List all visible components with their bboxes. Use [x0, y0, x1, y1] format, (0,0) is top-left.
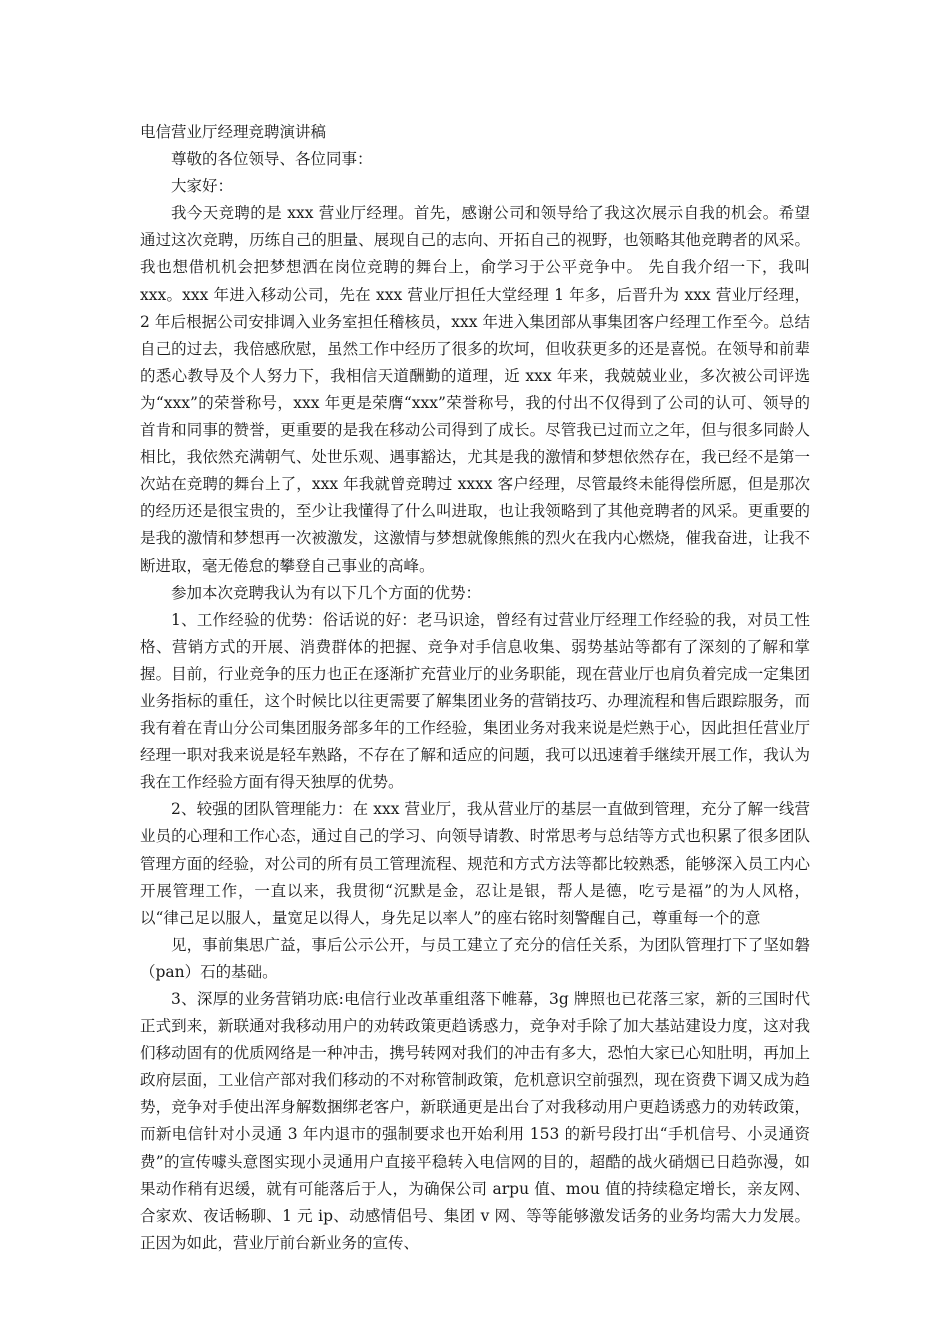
document-body	[140, 119, 810, 1257]
salutation: 尊敬的各位领导、各位同事：	[171, 150, 373, 169]
greeting: 大家好：	[171, 177, 234, 196]
paragraph-advantages-lead: 参加本次竞聘我认为有以下几个方面的优势：	[171, 583, 482, 602]
document-title: 电信营业厅经理竞聘演讲稿	[140, 123, 327, 141]
paragraph-intro: 我今天竞聘的是 xxx 营业厅经理。首先，感谢公司和领导给了我这次展示自我的机会。希望通过这次竞聘，历练自己的胆量、展现自己的志向、开拓自己的视野，也领略其他竞聘者的风采。我也想借机机会把梦想洒在岗位竞聘的舞台上，俞学习于公平竞争中。 先自我介绍一下，我叫 xxx。xxx 年进入移动公司，先在 xxx 营业厅担任大堂经理 1 年多，后晋升为 xxx 营业厅经理，2 年后根据公司安排调入业务室担任稽核员，xxx 年进入集团部从事集团客户经理工作至今。总结自己的过去，我倍感欣慰，虽然工作中经历了很多的坎坷，但收获更多的还是喜悦。在领导和前辈的悉心教导及个人努力下，我相信天道酬勤的道理，近 xxx 年来，我兢兢业业，多次被公司评选为“xxx”的荣誉称号，xxx 年更是荣膺“xxx”荣誉称号，我的付出不仅得到了公司的认可、领导的首肯和同事的赞誉，更重要的是我在移动公司得到了成长。尽管我已过而立之年，但与很多同龄人相比，我依然充满朝气、处世乐观、遇事豁达，尤其是我的激情和梦想依然存在，我已经不是第一次站在竞聘的舞台上了，xxx 年我就曾竞聘过 xxxx 客户经理，尽管最终未能得偿所愿，但是那次的经历还是很宝贵的，至少让我懂得了什么叫进取，也让我领略到了其他竞聘者的风采。更重要的是我的激情和梦想再一次被激发，这激情与梦想就像熊熊的烈火在我内心燃烧，催我奋进，让我不断进取，毫无倦怠的攀登自己事业的高峰。	[140, 204, 810, 575]
paragraph-advantage-2: 2、较强的团队管理能力：在 xxx 营业厅，我从营业厅的基层一直做到管理，充分了解一线营业员的心理和工作心态，通过自己的学习、向领导请教、时常思考与总结等方式也积累了很多团队管理方面的经验，对公司的所有员工管理流程、规范和方式方法等都比较熟悉，能够深入员工内心开展管理工作，一直以来，我贯彻“沉默是金，忍让是银，帮人是德，吃亏是福”的为人风格，以“律己足以服人，量宽足以得人，身先足以率人”的座右铭时刻警醒自己，尊重每一个的意	[140, 800, 810, 927]
paragraph-advantage-3: 3、深厚的业务营销功底:电信行业改革重组落下帷幕，3g 牌照也已花落三家，新的三国时代正式到来，新联通对我移动用户的劝转政策更趋诱惑力，竞争对手除了加大基站建设力度，这对我们移动固有的优质网络是一种冲击，携号转网对我们的冲击有多大，恐怕大家已心知肚明，再加上政府层面，工业信产部对我们移动的不对称管制政策，危机意识空前强烈，现在资费下调又成为趋势，竞争对手使出浑身解数捆绑老客户，新联通更是出台了对我移动用户更趋诱惑力的劝转政策，而新电信针对小灵通 3 年内退市的强制要求也开始利用 153 的新号段打出“手机信号、小灵通资费”的宣传噱头意图实现小灵通用户直接平稳转入电信网的目的，超酷的战火硝烟已日趋弥漫，如果动作稍有迟缓，就有可能落后于人，为确保公司 arpu 值、mou 值的持续稳定增长，亲友网、合家欢、夜话畅聊、1 元 ip、动感情侣号、集团 v 网、等等能够激发话务的业务均需大力发展。正因为如此，营业厅前台新业务的宣传、	[140, 990, 810, 1252]
paragraph-advantage-2-continued: 见，事前集思广益，事后公示公开，与员工建立了充分的信任关系，为团队管理打下了坚如磐（pan）石的基础。	[140, 935, 810, 981]
paragraph-advantage-1: 1、工作经验的优势：俗话说的好：老马识途，曾经有过营业厅经理工作经验的我，对员工性格、营销方式的开展、消费群体的把握、竞争对手信息收集、弱势基站等都有了深刻的了解和掌握。目前，行业竞争的压力也正在逐渐扩充营业厅的业务职能，现在营业厅也肩负着完成一定集团业务指标的重任，这个时候比以往更需要了解集团业务的营销技巧、办理流程和售后跟踪服务，而我有着在青山分公司集团服务部多年的工作经验，集团业务对我来说是烂熟于心，因此担任营业厅经理一职对我来说是轻车熟路，不存在了解和适应的问题，我可以迅速着手继续开展工作，我认为我在工作经验方面有得天独厚的优势。	[140, 610, 810, 792]
